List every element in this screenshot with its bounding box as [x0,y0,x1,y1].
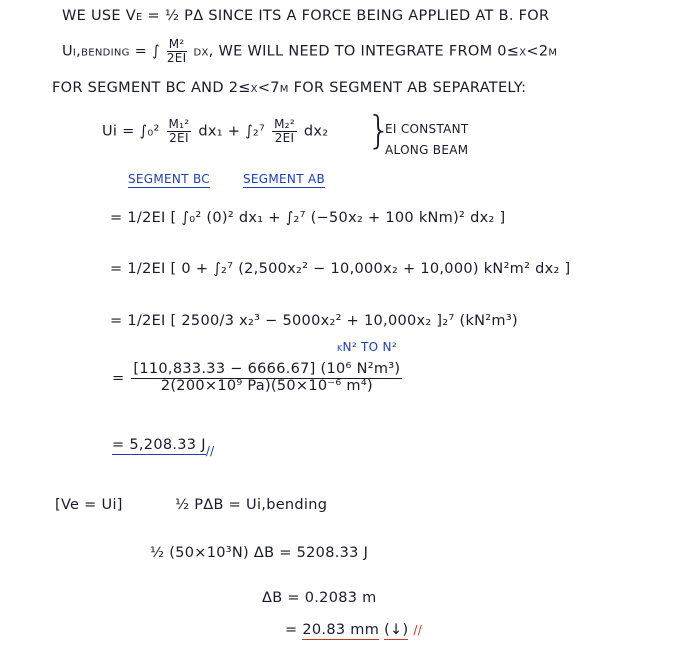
segment-bc-label: SEGMENT BC [128,172,210,186]
strain-energy-result: = 5,208.33 $J_{//}$ [112,437,215,458]
strain-energy-equation: Ui = ∫₀² $\frac{\text{M₁²}}{2EI}$ dx₁ + ∫₂⁷ $\frac{\text{M₂²}}{2EI}$ dx₂ [102,117,329,146]
derivation-step-3: = 1/2EI [ 2500/3 x₂³ − 5000x₂² + 10,000x₂ ]₂⁷ (kN²m³) [110,313,518,329]
downward-arrow-icon: (↓) [384,622,409,638]
ubending-label: Ui,bending = [62,43,148,60]
intro-line-3: FOR SEGMENT BC AND 2≤x<7m FOR SEGMENT AB SEPARATELY: [52,80,527,96]
integrate-range-text: dx, WE WILL NEED TO INTEGRATE FROM 0≤x<2m [193,43,558,60]
final-answer-value: 20.83 mm [302,622,380,638]
intro-line-2 [62,38,557,65]
ei-constant-note: EI CONSTANT [385,122,469,136]
fraction-denominator: 2(200×10⁹ Pa)(50×10⁻⁶ m⁴) [160,377,373,394]
brace-icon: } [367,108,392,152]
fraction-numerator: [110,833.33 − 6666.67] (10⁶ N²m³) [133,361,401,377]
force-deflection-equation: ½ (50×10³N) ΔB = 5208.33 J [150,545,369,561]
integral-sign: ∫ [152,43,160,60]
deflection-meters: ΔB = 0.2083 m [262,590,377,606]
derivation-step-2: = 1/2EI [ 0 + ∫₂⁷ (2,500x₂² − 10,000x₂ + 10,000) kN²m² dx₂ ] [110,261,571,277]
m2-over-2ei-fraction: $\frac{\text{M²}}{2EI}$ [166,37,187,66]
segment-ab-label: SEGMENT AB [243,172,325,186]
deflection-mm-result: = 20.83 mm (↓) // [285,622,423,638]
ve-equals-ui-label: [Ve = Ui] [55,497,123,513]
derivation-step-1: = 1/2EI [ ∫₀² (0)² dx₁ + ∫₂⁷ (−50x₂ + 100 kNm)² dx₂ ] [110,210,506,226]
unit-conversion-note: kN² TO N² [337,340,397,354]
along-beam-note: ALONG BEAM [385,143,469,157]
intro-line-1: WE USE Ve = ½ PΔ SINCE ITS A FORCE BEING APPLIED AT B. FOR [62,8,550,24]
work-equals-energy-equation: ½ PΔB = Ui,bending [175,497,328,513]
energy-fraction: = $\frac{\text{[110,833.33 − 6666.67] (10⁶ N²m³)}}{\text{2(200×10⁹ Pa)(50×10⁻⁶ m⁴)}}$ [112,361,401,394]
